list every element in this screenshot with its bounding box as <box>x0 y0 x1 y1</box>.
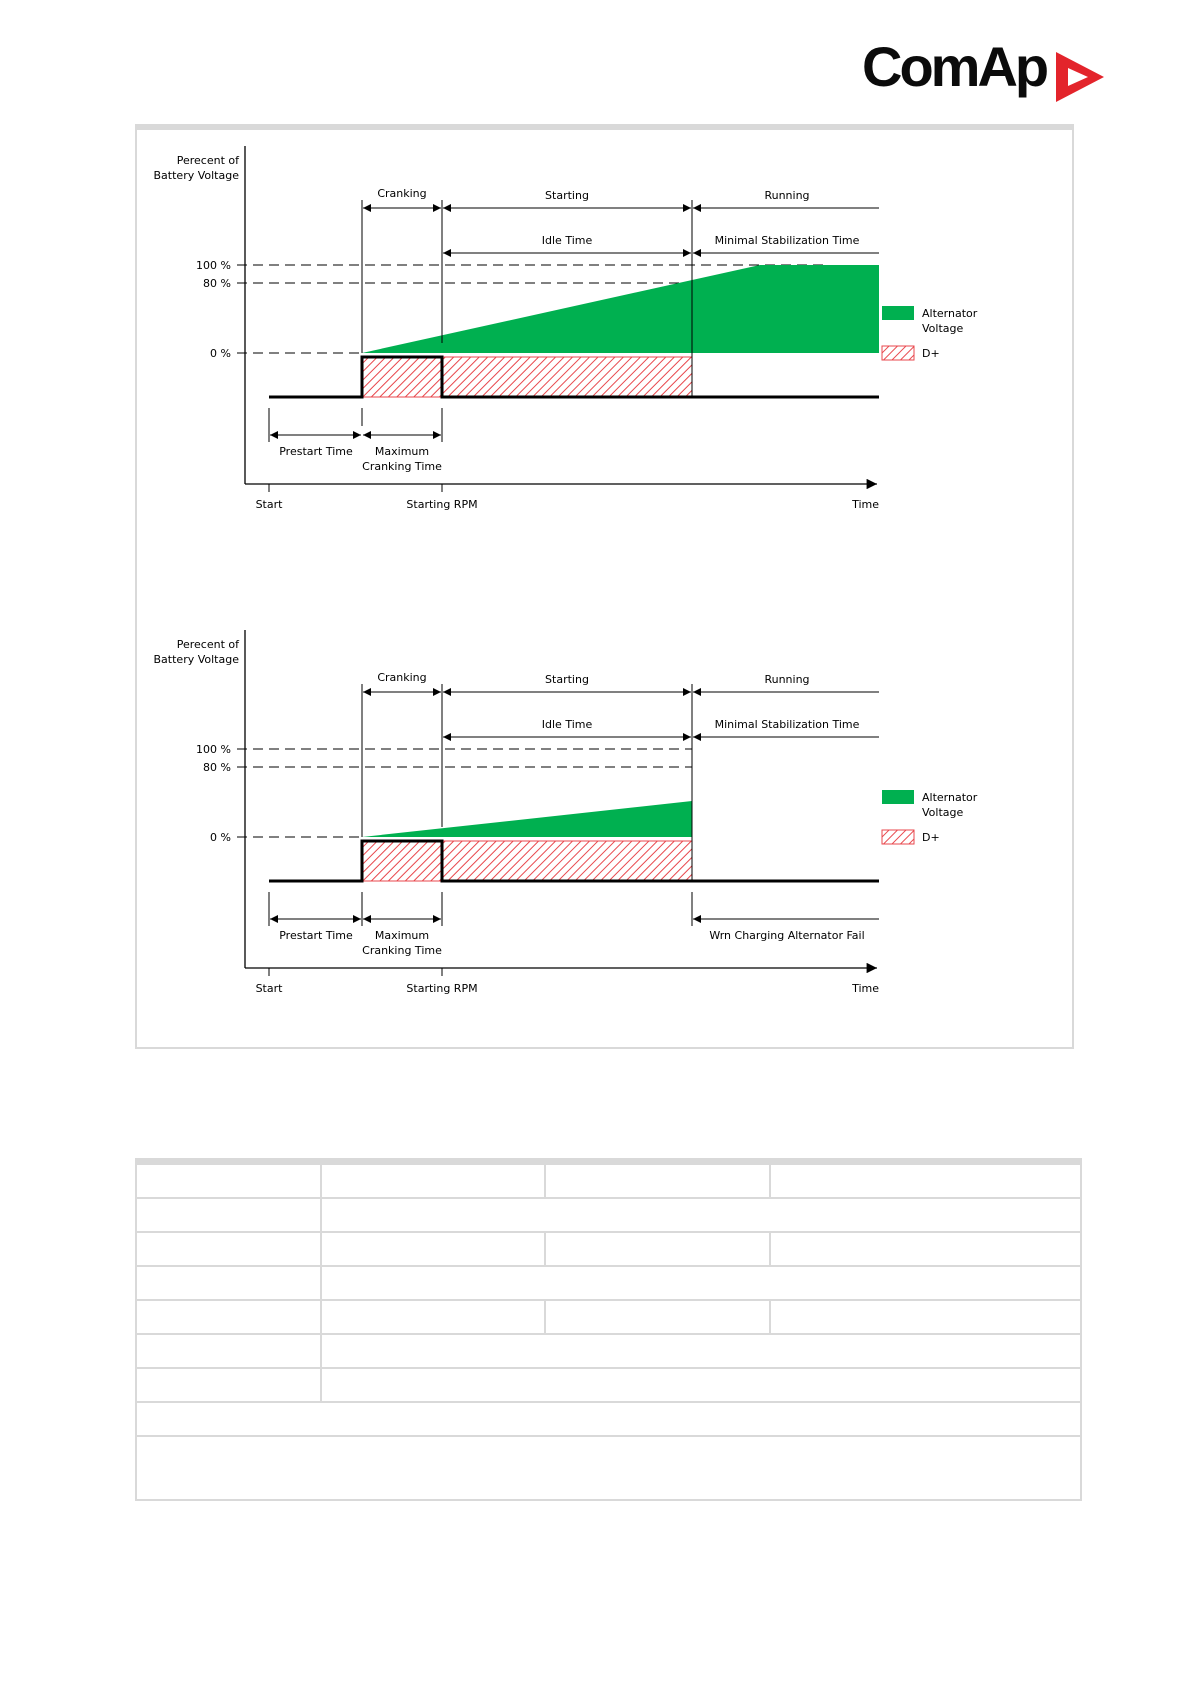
table-row <box>136 1162 1081 1199</box>
logo-arrow-icon <box>1054 50 1106 104</box>
top-legend-alt-2: Voltage <box>922 322 964 335</box>
top-maxcrank-label-1: Maximum <box>374 445 430 458</box>
top-level-100: 100 % <box>196 259 231 272</box>
bot-idle-label: Idle Time <box>541 718 593 731</box>
figure-box <box>135 124 1074 1049</box>
bot-legend-alt-1: Alternator <box>922 791 978 804</box>
table-cell <box>136 1334 321 1368</box>
top-cranking-label: Cranking <box>377 187 427 200</box>
bot-level-80: 80 % <box>203 761 231 774</box>
table-cell <box>321 1198 1081 1232</box>
table-row <box>136 1232 1081 1266</box>
top-alternator-area <box>362 265 879 353</box>
top-legend-dplus: D+ <box>922 347 940 360</box>
timing-diagrams <box>137 130 1076 1055</box>
bot-warning-label: Wrn Charging Alternator Fail <box>709 929 865 942</box>
top-stab-label: Minimal Stabilization Time <box>714 234 860 247</box>
table-cell <box>770 1232 1081 1266</box>
table-cell <box>321 1266 1081 1300</box>
top-level-80: 80 % <box>203 277 231 290</box>
bot-x-start: Start <box>255 982 283 995</box>
top-dplus-starting <box>442 357 692 397</box>
table-cell <box>136 1198 321 1232</box>
diagram-top <box>154 146 978 511</box>
bot-stab-label: Minimal Stabilization Time <box>714 718 860 731</box>
top-idle-label: Idle Time <box>541 234 593 247</box>
table-cell <box>136 1402 1081 1436</box>
top-y-title-2: Battery Voltage <box>153 169 239 182</box>
top-x-time: Time <box>852 498 879 511</box>
top-dplus-cranking <box>362 357 442 397</box>
bot-y-title-2: Battery Voltage <box>153 653 239 666</box>
table-cell <box>136 1436 1081 1500</box>
table-row <box>136 1266 1081 1300</box>
top-x-rpm: Starting RPM <box>406 498 478 511</box>
bot-dplus-starting <box>442 841 692 881</box>
logo-wordmark: ComAp <box>862 35 1047 98</box>
table-cell <box>545 1232 770 1266</box>
table-cell <box>545 1162 770 1199</box>
parameter-table <box>135 1158 1082 1501</box>
table-cell <box>321 1334 1081 1368</box>
bot-legend-alt-swatch <box>882 790 914 804</box>
top-maxcrank-label-2: Cranking Time <box>362 460 442 473</box>
table-cell <box>770 1300 1081 1334</box>
bot-maxcrank-label-2: Cranking Time <box>362 944 442 957</box>
table-cell <box>770 1162 1081 1199</box>
bot-level-100: 100 % <box>196 743 231 756</box>
top-legend-dplus-swatch <box>882 346 914 360</box>
table-row <box>136 1402 1081 1436</box>
bot-cranking-label: Cranking <box>377 671 427 684</box>
bot-x-time: Time <box>852 982 879 995</box>
top-y-title-1: Perecent of <box>176 154 239 167</box>
table-cell <box>321 1300 546 1334</box>
top-running-label: Running <box>764 189 810 202</box>
diagram-bottom <box>154 630 978 995</box>
table-cell <box>136 1266 321 1300</box>
bot-alternator-area <box>362 801 692 837</box>
bot-y-title-1: Perecent of <box>176 638 239 651</box>
top-level-0: 0 % <box>210 347 231 360</box>
bot-legend-dplus: D+ <box>922 831 940 844</box>
top-x-start: Start <box>255 498 283 511</box>
top-prestart-label: Prestart Time <box>279 445 353 458</box>
bot-legend-alt-2: Voltage <box>922 806 964 819</box>
table-row <box>136 1198 1081 1232</box>
bot-running-label: Running <box>764 673 810 686</box>
table-cell <box>321 1368 1081 1402</box>
table-cell <box>136 1300 321 1334</box>
table-row <box>136 1368 1081 1402</box>
table-row <box>136 1334 1081 1368</box>
table-row <box>136 1436 1081 1500</box>
bot-x-rpm: Starting RPM <box>406 982 478 995</box>
bot-prestart-label: Prestart Time <box>279 929 353 942</box>
table-cell <box>136 1162 321 1199</box>
bot-dplus-cranking <box>362 841 442 881</box>
table-cell <box>136 1232 321 1266</box>
table-cell <box>321 1162 546 1199</box>
table-cell <box>136 1368 321 1402</box>
comap-logo <box>862 35 1107 112</box>
table-cell <box>321 1232 546 1266</box>
bot-starting-label: Starting <box>545 673 589 686</box>
top-legend-alt-swatch <box>882 306 914 320</box>
top-starting-label: Starting <box>545 189 589 202</box>
table-cell <box>545 1300 770 1334</box>
top-legend-alt-1: Alternator <box>922 307 978 320</box>
bot-maxcrank-label-1: Maximum <box>374 929 430 942</box>
bot-level-0: 0 % <box>210 831 231 844</box>
bot-legend-dplus-swatch <box>882 830 914 844</box>
table-row <box>136 1300 1081 1334</box>
